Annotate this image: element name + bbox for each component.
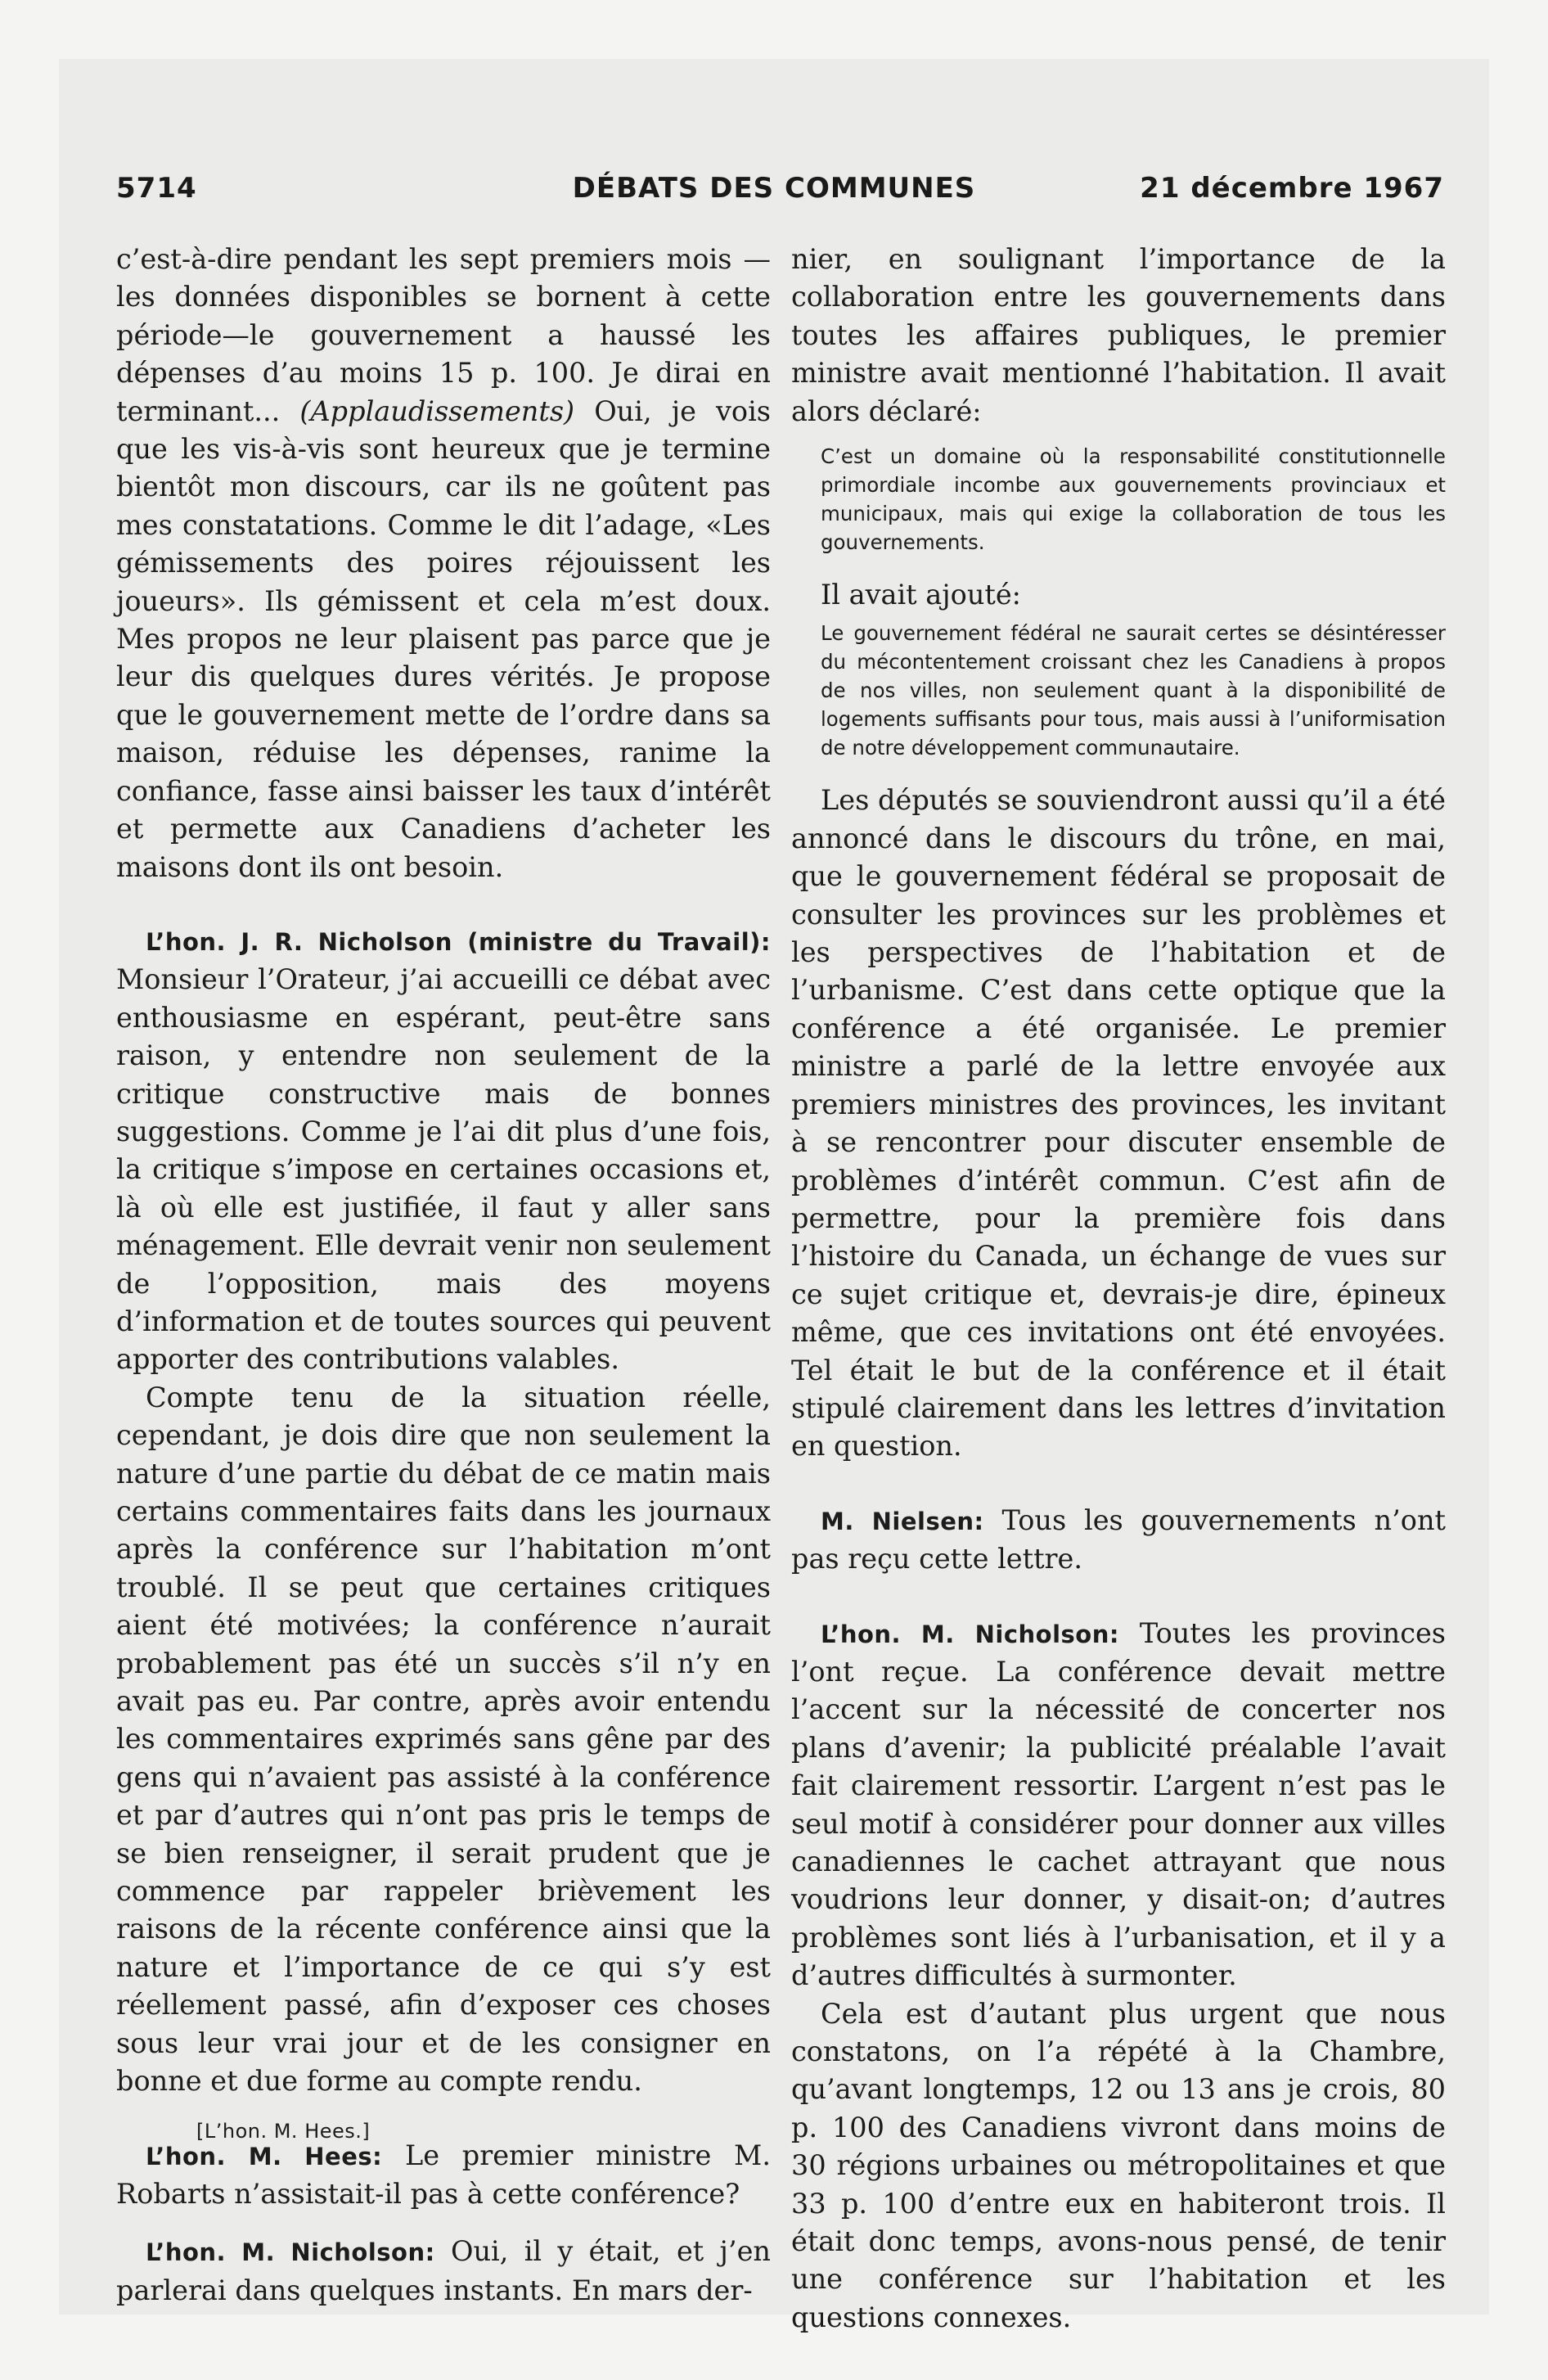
speech-text: Toutes les provinces l’ont reçue. La conférence devait mettre l’accent sur la nécessité de concerter nos plans d’avenir; la publicité préalable l’avait fait clairement ressortir. L’argent n’est pas le seul motif à considérer pour donner aux villes canadiennes le cachet attrayant que nous voudrions leur donner, y disait-on; d’autres problèmes sont liés à l’urbanisation, et il y a d’autres difficultés à surmonter. xyxy=(791,1616,1446,1992)
page-sheet xyxy=(59,59,1489,2333)
speech-paragraph xyxy=(791,1615,1446,1995)
speech-paragraph xyxy=(116,2137,771,2214)
speech-paragraph xyxy=(116,2233,771,2310)
publication-title: DÉBATS DES COMMUNES xyxy=(572,172,976,205)
applause-aside: (Applaudissements) xyxy=(299,394,575,427)
right-column xyxy=(791,241,1446,2337)
paragraph: Les députés se souviendront aussi qu’il a été annoncé dans le discours du trône, en mai, que le gouvernement fédéral se proposait de consulter les provinces sur les problèmes et les perspectives de l’habitation et de l’urbanisme. C’est dans cette optique que la conférence a été organisée. Le premier ministre a parlé de la lettre envoyée aux premiers ministres des provinces, les invitant à se rencontrer pour discuter ensemble de problèmes d’intérêt commun. C’est afin de permettre, pour la première fois dans l’histoire du Canada, un échange de vues sur ce sujet critique et, devrais-je dire, épineux même, que ces invitations ont été envoyées. Tel était le but de la conférence et il était stipulé clairement dans les lettres d’invitation en question. xyxy=(791,784,1446,1463)
header-date: 21 décembre 1967 xyxy=(1140,172,1444,205)
paragraph-text: Oui, je vois que les vis-à-vis sont heureux que je termine bientôt mon discours, car ils ne goûtent pas mes constatations. Comme le dit l’adage, «Les gémissements des poires réjouissent les joueurs». Ils gémissent et cela m’est doux. Mes propos ne leur plaisent pas parce que je leur dis quelques dures vérités. Je propose que le gouvernement mette de l’ordre dans sa maison, réduise les dépenses, ranime la confiance, fasse ainsi baisser les taux d’intérêt et permette aux Canadiens d’acheter les maisons dont ils ont besoin. xyxy=(116,394,772,883)
paragraph: Compte tenu de la situation réelle, cependant, je dois dire que non seulement la nature d’une partie du débat de ce matin mais certains commentaires faits dans les journaux après la conférence sur l’habitation m’ont troublé. Il se peut que certaines critiques aient été motivées; la conférence n’aurait probablement pas été un succès s’il n’y en avait pas eu. Par contre, après avoir entendu les commentaires exprimés sans gêne par des gens qui n’avaient pas assisté à la conférence et par d’autres qui n’ont pas pris le temps de se bien renseigner, il serait prudent que je commence par rappeler brièvement les raisons de la récente conférence ainsi que la nature et l’importance de ce qui s’y est réellement passé, afin d’exposer ces choses sous leur vrai jour et de les consigner en bonne et due forme au compte rendu. xyxy=(116,1381,771,2098)
speaker-name: L’hon. J. R. Nicholson (ministre du Travail): xyxy=(146,927,771,956)
speech-text: Oui, il y était, et j’en parlerai dans quelques instants. En mars der- xyxy=(116,2235,771,2306)
page-number: 5714 xyxy=(116,172,197,205)
left-column xyxy=(116,241,771,2310)
speech-text: Monsieur l’Orateur, j’ai accueilli ce débat avec enthousiasme en espérant, peut-être sans raison, y entendre non seulement de la critique constructive mais de bonnes suggestions. Comme je l’ai dit plus d’une fois, la critique s’impose en certaines occasions et, là où elle est justifiée, il faut y aller sans ménagement. Elle devrait venir non seulement de l’opposition, mais des moyens d’information et de toutes sources qui peuvent apporter des contributions valables. xyxy=(116,963,771,1376)
speaker-name: L’hon. M. Hees: xyxy=(146,2142,383,2170)
speech-paragraph xyxy=(116,922,771,1379)
speech-paragraph xyxy=(791,1502,1446,1579)
paragraph: Il avait ajouté: xyxy=(821,579,1021,611)
speaker-name: M. Nielsen: xyxy=(821,1507,984,1535)
speaker-name: L’hon. M. Nicholson: xyxy=(146,2238,435,2267)
block-quote: Le gouvernement fédéral ne saurait certes se désintéresser du mécontentement croissant chez les Canadiens à propos de nos villes, non seulement quant à la disponibilité de logements suffisants pour tous, mais aussi à l’uniformisation de notre développement communautaire. xyxy=(821,621,1446,760)
paragraph: Cela est d’autant plus urgent que nous constatons, on l’a répété à la Chambre, qu’avant longtemps, 12 ou 13 ans je crois, 80 p. 100 des Canadiens vivront dans moins de 30 régions urbaines ou métropolitaines et que 33 p. 100 d’entre eux en habiteront trois. Il était donc temps, avons-nous pensé, de tenir une conférence sur l’habitation et les questions connexes. xyxy=(791,1997,1446,2333)
speaker-name: L’hon. M. Nicholson: xyxy=(821,1620,1119,1648)
speech-text: Le premier ministre M. Robarts n’assistait-il pas à cette conférence? xyxy=(116,2139,771,2210)
paragraph: nier, en soulignant l’importance de la collaboration entre les gouvernements dans toutes les affaires publiques, le premier ministre avait mentionné l’habitation. Il avait alors déclaré: xyxy=(791,243,1446,427)
paragraph xyxy=(116,241,771,886)
paragraph-text: c’est-à-dire pendant les sept premiers mois —les données disponibles se bornent à cette période—le gouvernement a haussé les dépenses d’au moins 15 p. 100. Je dirai en terminant... xyxy=(116,243,771,427)
block-quote: C’est un domaine où la responsabilité constitutionnelle primordiale incombe aux gouvernements provinciaux et municipaux, mais qui exige la collaboration de tous les gouvernements. xyxy=(821,444,1446,555)
page-footer-note: [L’hon. M. Hees.] xyxy=(196,2120,371,2143)
speech-text: Tous les gouvernements n’ont pas reçu cette lettre. xyxy=(791,1503,1446,1575)
